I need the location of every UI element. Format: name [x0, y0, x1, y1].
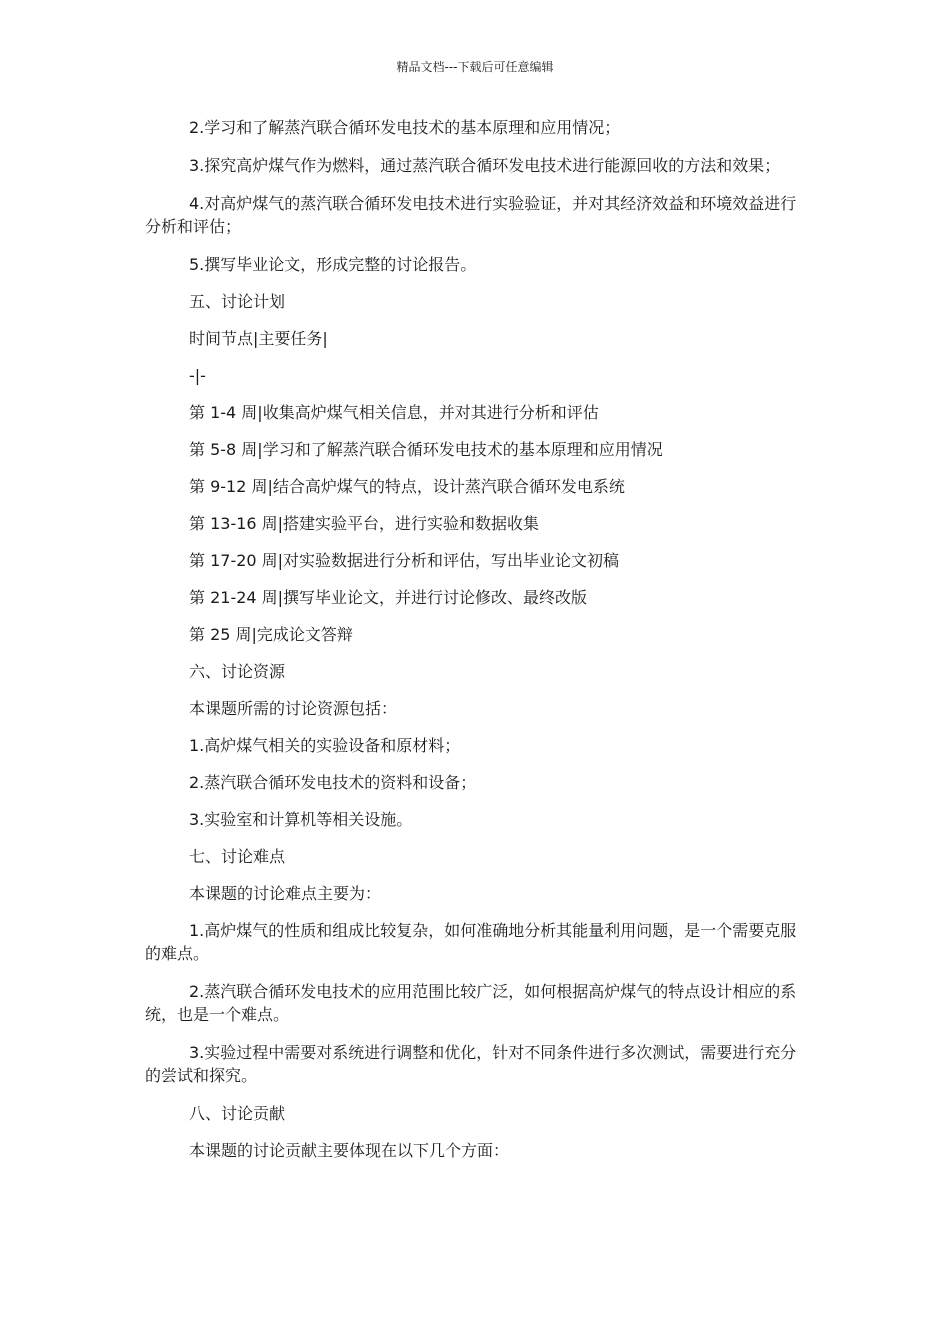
table-row: 第 17-20 周|对实验数据进行分析和评估，写出毕业论文初稿: [189, 551, 620, 570]
paragraph: 本课题的讨论难点主要为：: [189, 884, 382, 903]
table-row: 第 21-24 周|撰写毕业论文，并进行讨论修改、最终改版: [189, 588, 588, 607]
list-item: 2.蒸汽联合循环发电技术的资料和设备；: [189, 773, 477, 792]
table-row: 第 5-8 周|学习和了解蒸汽联合循环发电技术的基本原理和应用情况: [189, 440, 663, 459]
table-row: 第 25 周|完成论文答辩: [189, 625, 353, 644]
paragraph: 4.对高炉煤气的蒸汽联合循环发电技术进行实验验证，并对其经济效益和环境效益进行分析和评估；: [145, 194, 797, 236]
table-separator-row: -|-: [189, 366, 206, 385]
table-header-row: 时间节点|主要任务|: [189, 329, 328, 348]
paragraph: 3.探究高炉煤气作为燃料，通过蒸汽联合循环发电技术进行能源回收的方法和效果；: [189, 156, 781, 175]
section-heading: 七、讨论难点: [189, 847, 286, 866]
list-item: 1.高炉煤气相关的实验设备和原材料；: [189, 736, 461, 755]
paragraph: 本课题所需的讨论资源包括：: [189, 699, 398, 718]
list-item: 3.实验过程中需要对系统进行调整和优化，针对不同条件进行多次测试，需要进行充分的尝试和探究。: [145, 1043, 797, 1085]
list-item: 2.蒸汽联合循环发电技术的应用范围比较广泛，如何根据高炉煤气的特点设计相应的系统，也是一个难点。: [145, 982, 797, 1024]
section-heading: 五、讨论计划: [189, 292, 286, 311]
paragraph: 本课题的讨论贡献主要体现在以下几个方面：: [189, 1141, 510, 1160]
list-item: 3.实验室和计算机等相关设施。: [189, 810, 413, 829]
table-row: 第 1-4 周|收集高炉煤气相关信息，并对其进行分析和评估: [189, 403, 599, 422]
page-header: 精品文档---下载后可任意编辑: [396, 60, 554, 74]
paragraph: 5.撰写毕业论文，形成完整的讨论报告。: [189, 255, 477, 274]
section-heading: 六、讨论资源: [189, 662, 286, 681]
paragraph: 2.学习和了解蒸汽联合循环发电技术的基本原理和应用情况；: [189, 118, 621, 137]
table-row: 第 13-16 周|搭建实验平台，进行实验和数据收集: [189, 514, 540, 533]
document-body: [145, 116, 805, 1162]
section-heading: 八、讨论贡献: [189, 1104, 286, 1123]
list-item: 1.高炉煤气的性质和组成比较复杂，如何准确地分析其能量利用问题，是一个需要克服的难点。: [145, 921, 797, 963]
table-row: 第 9-12 周|结合高炉煤气的特点，设计蒸汽联合循环发电系统: [189, 477, 625, 496]
